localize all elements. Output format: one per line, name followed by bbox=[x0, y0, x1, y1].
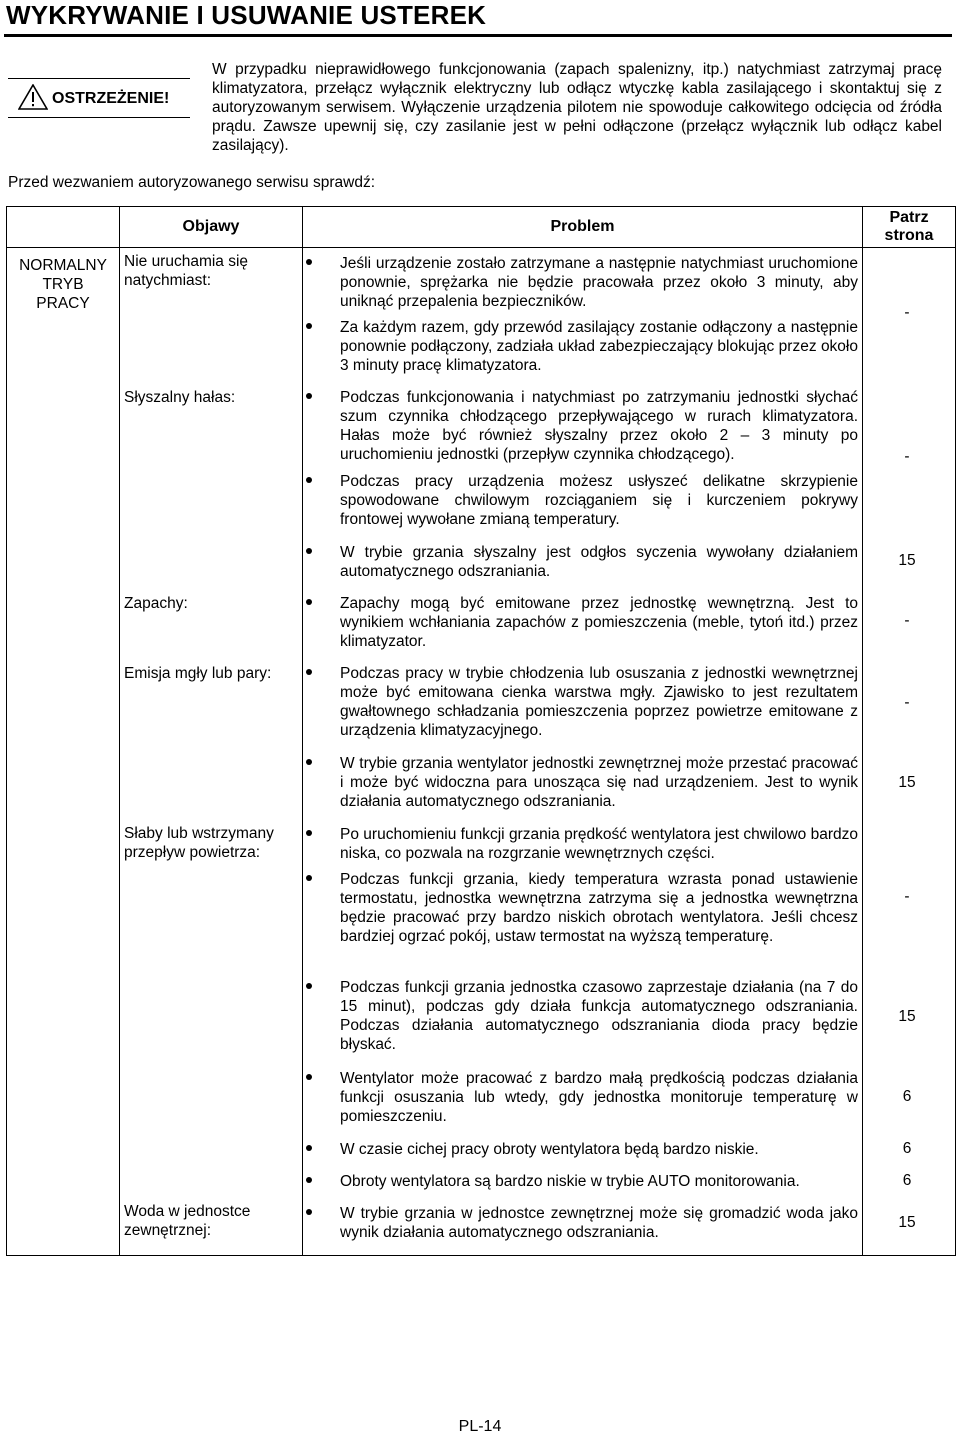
page-ref: - bbox=[904, 612, 910, 629]
list-item: Po uruchomieniu funkcji grzania prędkość wentylatora jest chwilowo bardzo niska, co pozwala na rozgrzanie wewnętrznych części. bbox=[298, 825, 858, 863]
page-ref: 6 bbox=[902, 1088, 912, 1105]
page-ref: 15 bbox=[898, 552, 916, 569]
title-divider bbox=[4, 34, 952, 37]
intro-text: Przed wezwaniem autoryzowanego serwisu sprawdź: bbox=[8, 174, 375, 191]
bullet-icon bbox=[306, 1145, 312, 1151]
symptom-item: Emisja mgły lub pary: bbox=[124, 665, 272, 682]
header-symptoms: Objawy bbox=[120, 207, 303, 248]
symptom-item: Woda w jednostce zewnętrznej: bbox=[124, 1203, 251, 1239]
page-ref: 15 bbox=[898, 1214, 916, 1231]
list-item: Za każdym razem, gdy przewód zasilający zostanie odłączony a następnie ponownie podłączony, zadziała układ zabezpieczający blokując przez około 3 minuty pracę klimatyzatora. bbox=[298, 318, 858, 375]
page-number: PL-14 bbox=[458, 1418, 502, 1435]
bullet-icon bbox=[306, 983, 312, 989]
list-item: Podczas funkcjonowania i natychmiast po zatrzymaniu jednostki słychać szum czynnika chłodzącego przepływającego w rurach klimatyzatora. Hałas może być również słyszalny przez około 2 – 3 minuty po uruchomieniu jednostki (przepływ czynnika chłodzącego). bbox=[298, 388, 858, 464]
page-ref: - bbox=[904, 304, 910, 321]
bullet-icon bbox=[306, 1177, 312, 1183]
list-item: Podczas pracy w trybie chłodzenia lub osuszania z jednostki wewnętrznej może być emitowana cienka warstwa mgły. Zjawisko to jest rezultatem gwałtownego schładzania pomieszczenia poprzez powietrze emitowane z urządzenia klimatyzacyjnego. bbox=[298, 664, 858, 740]
bullet-icon bbox=[306, 830, 312, 836]
list-item: W trybie grzania wentylator jednostki zewnętrznej może przestać pracować i może być widoczna para unosząca się nad urządzeniem. Jest to wynik działania automatycznego odszraniania. bbox=[298, 754, 858, 811]
warning-bottom-rule bbox=[8, 117, 190, 118]
bullet-icon bbox=[306, 875, 312, 881]
header-page: Patrz strona bbox=[863, 207, 956, 248]
page-ref: 15 bbox=[898, 1008, 916, 1025]
page-ref: - bbox=[904, 888, 910, 905]
page-ref: - bbox=[904, 694, 910, 711]
header-problem: Problem bbox=[303, 207, 863, 248]
page-ref: 6 bbox=[902, 1140, 912, 1157]
list-item: Podczas funkcji grzania, kiedy temperatura wzrasta ponad ustawienie termostatu, jednostka wewnętrzna zatrzyma się a jednostka wewnętrzna będzie pracować przy bardzo niskich obrotach wentylatora. Jeśli chcesz bardziej ogrzać pokój, ustaw termostat na wyższą temperaturę. bbox=[298, 870, 858, 946]
table-header-row bbox=[7, 207, 956, 248]
bullet-icon bbox=[306, 259, 312, 265]
symptom-item: Słyszalny hałas: bbox=[124, 389, 236, 406]
warning-top-rule bbox=[8, 78, 190, 79]
symptom-item: Nie uruchamia się natychmiast: bbox=[124, 253, 249, 289]
warning-triangle-icon bbox=[18, 84, 48, 110]
list-item: W czasie cichej pracy obroty wentylatora będą bardzo niskie. bbox=[298, 1140, 858, 1159]
list-item: Zapachy mogą być emitowane przez jednostkę wewnętrzną. Jest to wynikiem wchłaniania zapachów z pomieszczenia (meble, tytoń itd.) przez klimatyzator. bbox=[298, 594, 858, 651]
list-item: W trybie grzania słyszalny jest odgłos syczenia wywołany działaniem automatycznego odszraniania. bbox=[298, 543, 858, 581]
page-ref: 6 bbox=[902, 1172, 912, 1189]
symptom-item: Zapachy: bbox=[124, 595, 188, 612]
list-item: Wentylator może pracować z bardzo małą prędkością podczas działania funkcji osuszania lub wtedy, gdy jednostka monitoruje temperaturę w pomieszczeniu. bbox=[298, 1069, 858, 1126]
bullet-icon bbox=[306, 323, 312, 329]
mode-cell bbox=[7, 248, 120, 1256]
list-item: Podczas pracy urządzenia możesz usłyszeć delikatne skrzypienie spowodowane chwilowym rozciąganiem się i kurczeniem pokrywy frontowej wywołane zmianą temperatury. bbox=[298, 472, 858, 529]
bullet-icon bbox=[306, 1074, 312, 1080]
bullet-icon bbox=[306, 759, 312, 765]
bullet-icon bbox=[306, 599, 312, 605]
page-ref: - bbox=[904, 448, 910, 465]
mode-label: NORMALNY TRYB PRACY bbox=[19, 257, 107, 312]
page-ref: 15 bbox=[898, 774, 916, 791]
list-item: Jeśli urządzenie zostało zatrzymane a następnie natychmiast uruchomione ponownie, sprężarka nie będzie pracowała przez około 3 minuty, aby uniknąć przepalenia bezpieczników. bbox=[298, 254, 858, 311]
page-title: WYKRYWANIE I USUWANIE USTEREK bbox=[6, 0, 487, 30]
list-item: Podczas funkcji grzania jednostka czasowo zaprzestaje działania (na 7 do 15 minut), podczas gdy działa funkcja automatycznego odszraniania. Podczas działania automatycznego odszraniania dioda pracy będzie błyskać. bbox=[298, 978, 858, 1054]
warning-text: W przypadku nieprawidłowego funkcjonowania (zapach spalenizny, itp.) natychmiast zatrzymaj pracę klimatyzatora, przełącz wyłącznik elektryczny lub odłącz wtyczkę kabla zasilającego i skontaktuj się z autoryzowanym serwisem. Wyłączenie urządzenia pilotem nie spowoduje całkowitego odcięcia od źródła prądu. Zawsze upewnij się, czy zasilanie jest w pełni odłączone (przełącz wyłącznik lub odłącz kabel zasilający). bbox=[212, 61, 942, 154]
bullet-icon bbox=[306, 1209, 312, 1215]
header-blank bbox=[7, 207, 120, 248]
list-item: Obroty wentylatora są bardzo niskie w trybie AUTO monitorowania. bbox=[298, 1172, 858, 1191]
bullet-icon bbox=[306, 669, 312, 675]
warning-box bbox=[8, 78, 190, 118]
bullet-icon bbox=[306, 548, 312, 554]
warning-label: OSTRZEŻENIE! bbox=[52, 90, 170, 107]
bullet-icon bbox=[306, 393, 312, 399]
symptom-item: Słaby lub wstrzymany przepływ powietrza: bbox=[124, 825, 274, 861]
list-item: W trybie grzania w jednostce zewnętrznej może się gromadzić woda jako wynik działania automatycznego odszraniania. bbox=[298, 1204, 858, 1242]
bullet-icon bbox=[306, 477, 312, 483]
